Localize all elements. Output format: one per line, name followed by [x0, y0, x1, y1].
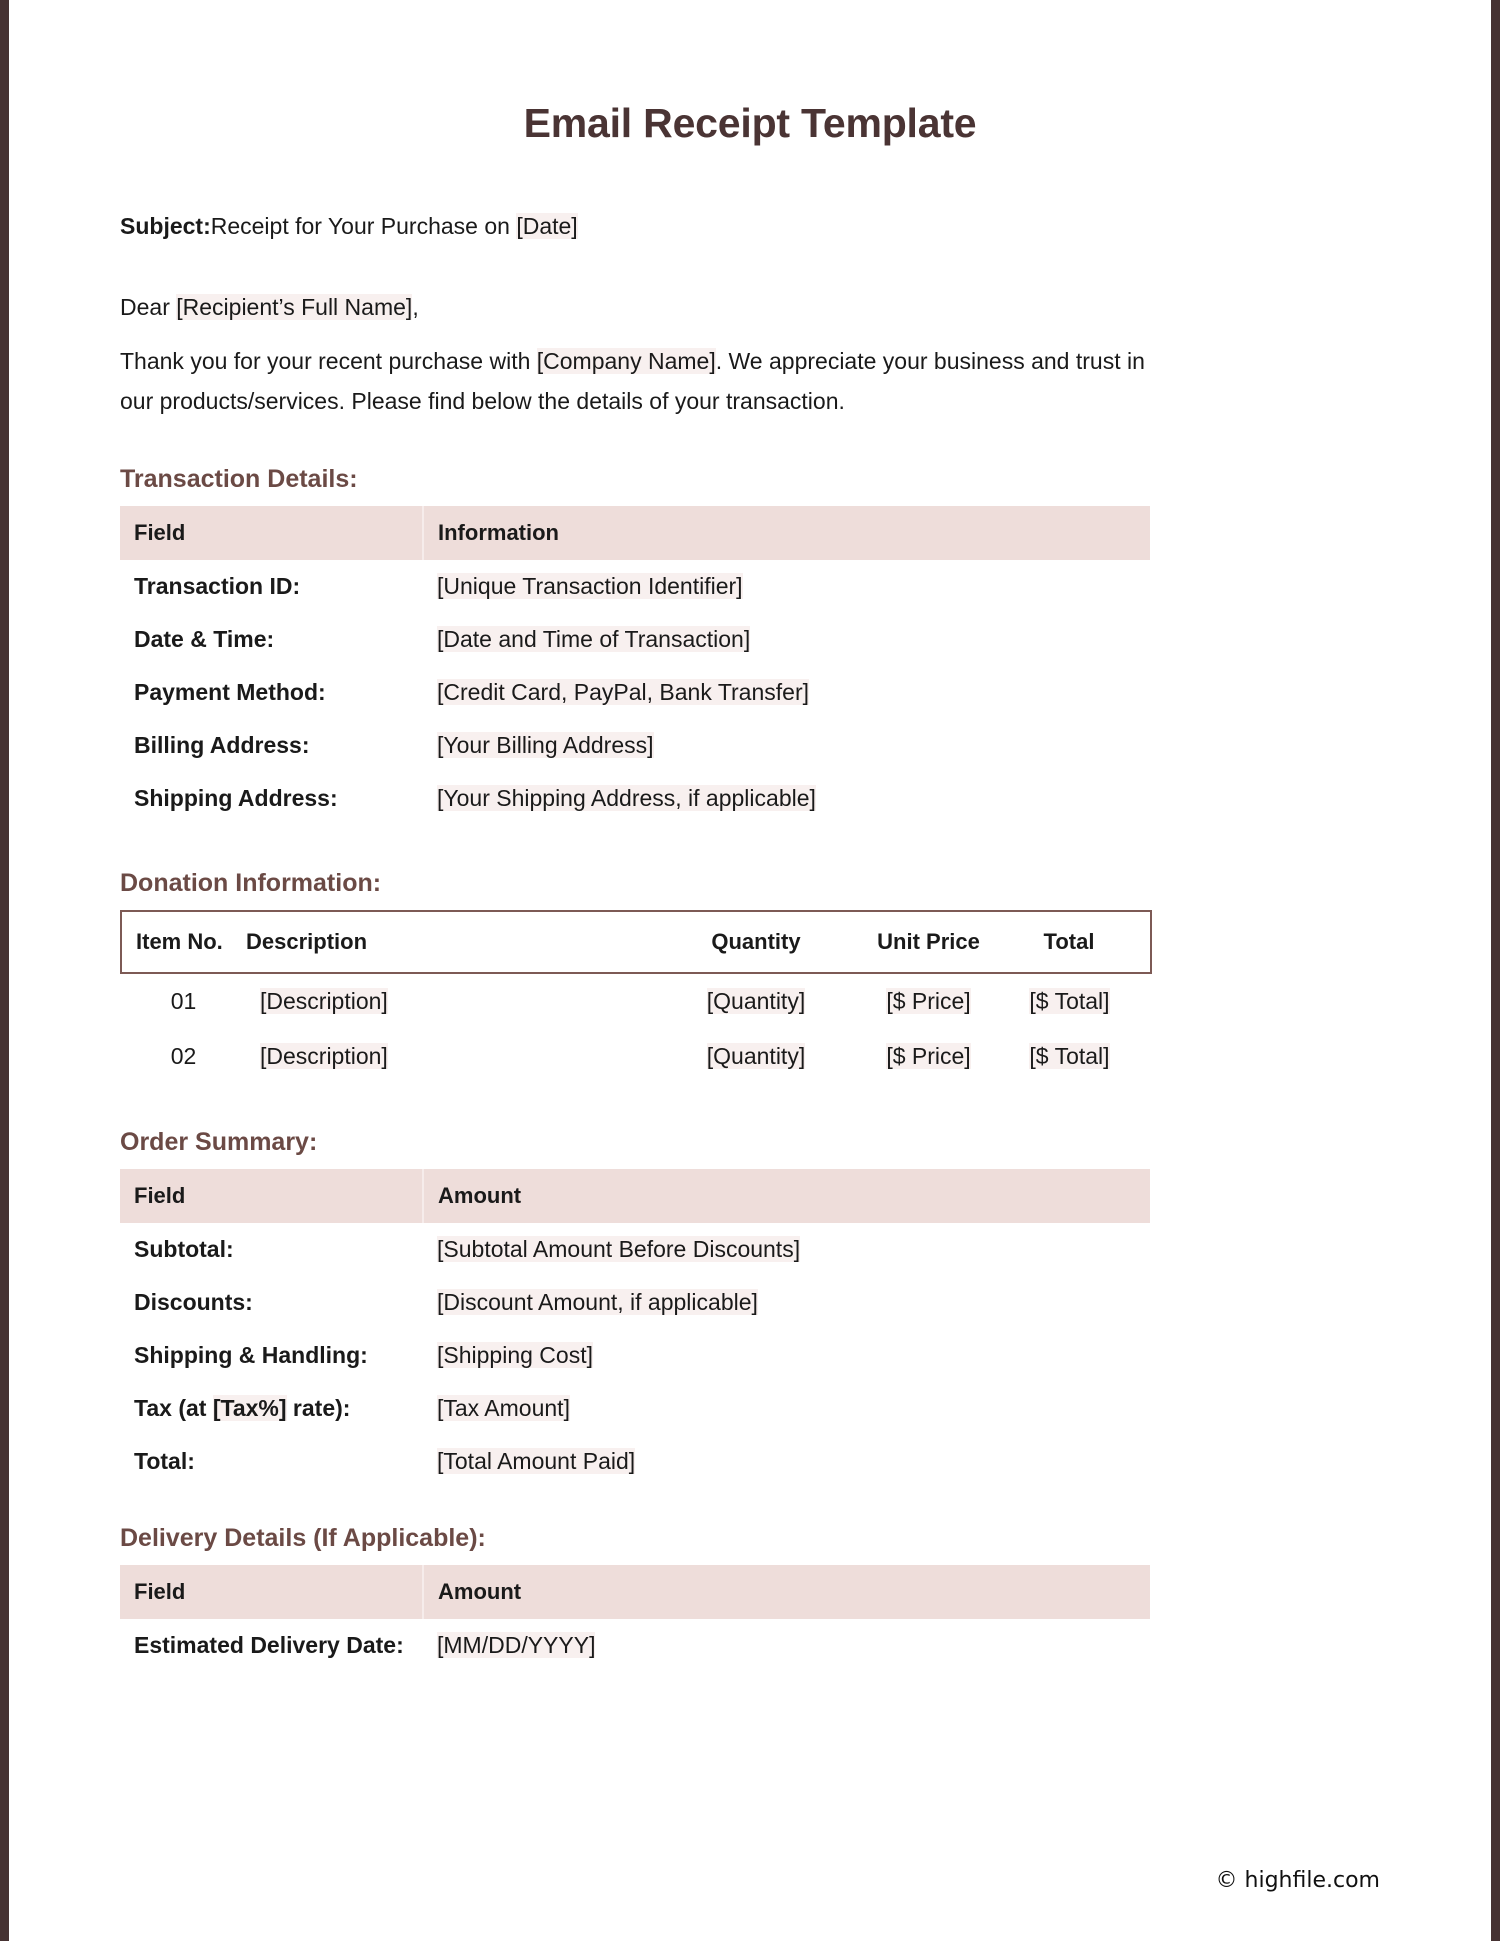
column-header-amount: Amount — [423, 1565, 1150, 1619]
column-header-field: Field — [120, 506, 423, 560]
row-value — [423, 560, 1150, 613]
row-label: Total: — [134, 1448, 195, 1475]
row-label: Shipping Address: — [134, 785, 338, 812]
column-header-description: Description — [246, 911, 661, 973]
table-row — [120, 666, 1150, 719]
column-header-item-no: Item No. — [121, 911, 246, 973]
tax-rate-placeholder: [Tax%] — [212, 1395, 287, 1422]
table-row — [121, 973, 1151, 1029]
row-label: Discounts: — [134, 1289, 253, 1316]
row-value — [423, 1382, 1150, 1435]
item-total — [1006, 973, 1151, 1029]
recipient-name-placeholder: [Recipient’s Full Name] — [176, 293, 413, 320]
item-quantity — [661, 1029, 851, 1084]
value-placeholder: [Unique Transaction Identifier] — [437, 573, 743, 600]
subject-line — [120, 209, 1380, 244]
footer-copyright: © highfile.com — [1215, 1868, 1380, 1893]
page-title: Email Receipt Template — [523, 100, 977, 146]
table-row — [120, 560, 1150, 613]
page-right-border — [1491, 0, 1500, 1941]
item-description — [246, 973, 661, 1029]
subject-label: Subject: — [120, 213, 211, 239]
table-header-row — [120, 506, 1150, 560]
value-placeholder: [Date and Time of Transaction] — [437, 626, 751, 653]
order-summary-table — [120, 1169, 1150, 1488]
donation-information-heading: Donation Information: — [120, 869, 382, 898]
value-placeholder: [$ Price] — [886, 1043, 971, 1070]
value-placeholder: [Your Shipping Address, if applicable] — [437, 785, 816, 812]
row-label: Subtotal: — [134, 1236, 234, 1263]
table-row — [120, 1223, 1150, 1276]
table-header-row — [120, 1565, 1150, 1619]
item-unit-price — [851, 1029, 1006, 1084]
intro-part-2: . We appreciate your business and trust in our products/services. Please find below the details of your transaction. — [120, 348, 1145, 414]
value-placeholder: [Subtotal Amount Before Discounts] — [437, 1236, 801, 1263]
document-sheet — [9, 0, 1491, 1941]
value-placeholder: [MM/DD/YYYY] — [437, 1632, 596, 1659]
item-quantity — [661, 973, 851, 1029]
value-placeholder: [$ Price] — [886, 988, 971, 1015]
value-placeholder: [Tax Amount] — [437, 1395, 570, 1422]
value-placeholder: [Description] — [260, 1043, 388, 1070]
value-placeholder: [Credit Card, PayPal, Bank Transfer] — [437, 679, 809, 706]
salutation-suffix: , — [412, 293, 419, 320]
row-label: Payment Method: — [134, 679, 326, 706]
table-row — [120, 1619, 1150, 1672]
table-row — [120, 1382, 1150, 1435]
row-label: Date & Time: — [134, 626, 275, 653]
transaction-details-table — [120, 506, 1150, 825]
order-summary-heading: Order Summary: — [120, 1128, 318, 1157]
row-value — [423, 719, 1150, 772]
value-placeholder: [Quantity] — [706, 1043, 806, 1070]
row-label-tax — [120, 1382, 423, 1435]
table-row — [120, 1276, 1150, 1329]
delivery-details-heading: Delivery Details (If Applicable): — [120, 1524, 486, 1553]
table-row — [121, 1029, 1151, 1084]
intro-part-1: Thank you for your recent purchase with — [120, 348, 537, 374]
tax-label-prefix: Tax (at — [134, 1395, 213, 1422]
item-total — [1006, 1029, 1151, 1084]
table-row — [120, 772, 1150, 825]
row-label: Transaction ID: — [134, 573, 301, 600]
item-description — [246, 1029, 661, 1084]
column-header-information: Information — [423, 506, 1150, 560]
salutation-prefix: Dear — [120, 293, 177, 320]
column-header-unit-price: Unit Price — [851, 911, 1006, 973]
row-value — [423, 772, 1150, 825]
table-header-row — [120, 1169, 1150, 1223]
value-placeholder: [Discount Amount, if applicable] — [437, 1289, 758, 1316]
row-value — [423, 1619, 1150, 1672]
table-row — [120, 1329, 1150, 1382]
column-header-total: Total — [1006, 911, 1151, 973]
value-placeholder: [Total Amount Paid] — [437, 1448, 636, 1475]
donation-information-table — [120, 910, 1152, 1084]
row-value — [423, 613, 1150, 666]
item-unit-price — [851, 973, 1006, 1029]
value-placeholder: [Description] — [260, 988, 388, 1015]
intro-paragraph — [120, 342, 1150, 421]
company-name-placeholder: [Company Name] — [536, 348, 716, 374]
value-placeholder: [Quantity] — [706, 988, 806, 1015]
value-placeholder: [Your Billing Address] — [437, 732, 654, 759]
value-placeholder: [$ Total] — [1029, 988, 1110, 1015]
item-number: 02 — [170, 1043, 197, 1070]
subject-date-placeholder: [Date] — [516, 213, 578, 239]
column-header-field: Field — [120, 1169, 423, 1223]
row-label: Shipping & Handling: — [134, 1342, 368, 1369]
column-header-field: Field — [120, 1565, 423, 1619]
row-value — [423, 1276, 1150, 1329]
row-label: Estimated Delivery Date: — [134, 1632, 404, 1659]
value-placeholder: [$ Total] — [1029, 1043, 1110, 1070]
row-value — [423, 1435, 1150, 1488]
page-left-border — [0, 0, 9, 1941]
item-number: 01 — [170, 988, 197, 1015]
value-placeholder: [Shipping Cost] — [437, 1342, 593, 1369]
table-row — [120, 613, 1150, 666]
table-row — [120, 719, 1150, 772]
transaction-details-heading: Transaction Details: — [120, 465, 358, 494]
salutation-line — [120, 290, 1380, 325]
column-header-amount: Amount — [423, 1169, 1150, 1223]
row-value — [423, 666, 1150, 719]
row-value — [423, 1329, 1150, 1382]
tax-label-suffix: rate): — [286, 1395, 351, 1422]
table-header-row — [121, 911, 1151, 973]
subject-text: Receipt for Your Purchase on — [210, 213, 517, 239]
delivery-details-table — [120, 1565, 1150, 1672]
table-row — [120, 1435, 1150, 1488]
column-header-quantity: Quantity — [661, 911, 851, 973]
row-label: Billing Address: — [134, 732, 310, 759]
row-value — [423, 1223, 1150, 1276]
